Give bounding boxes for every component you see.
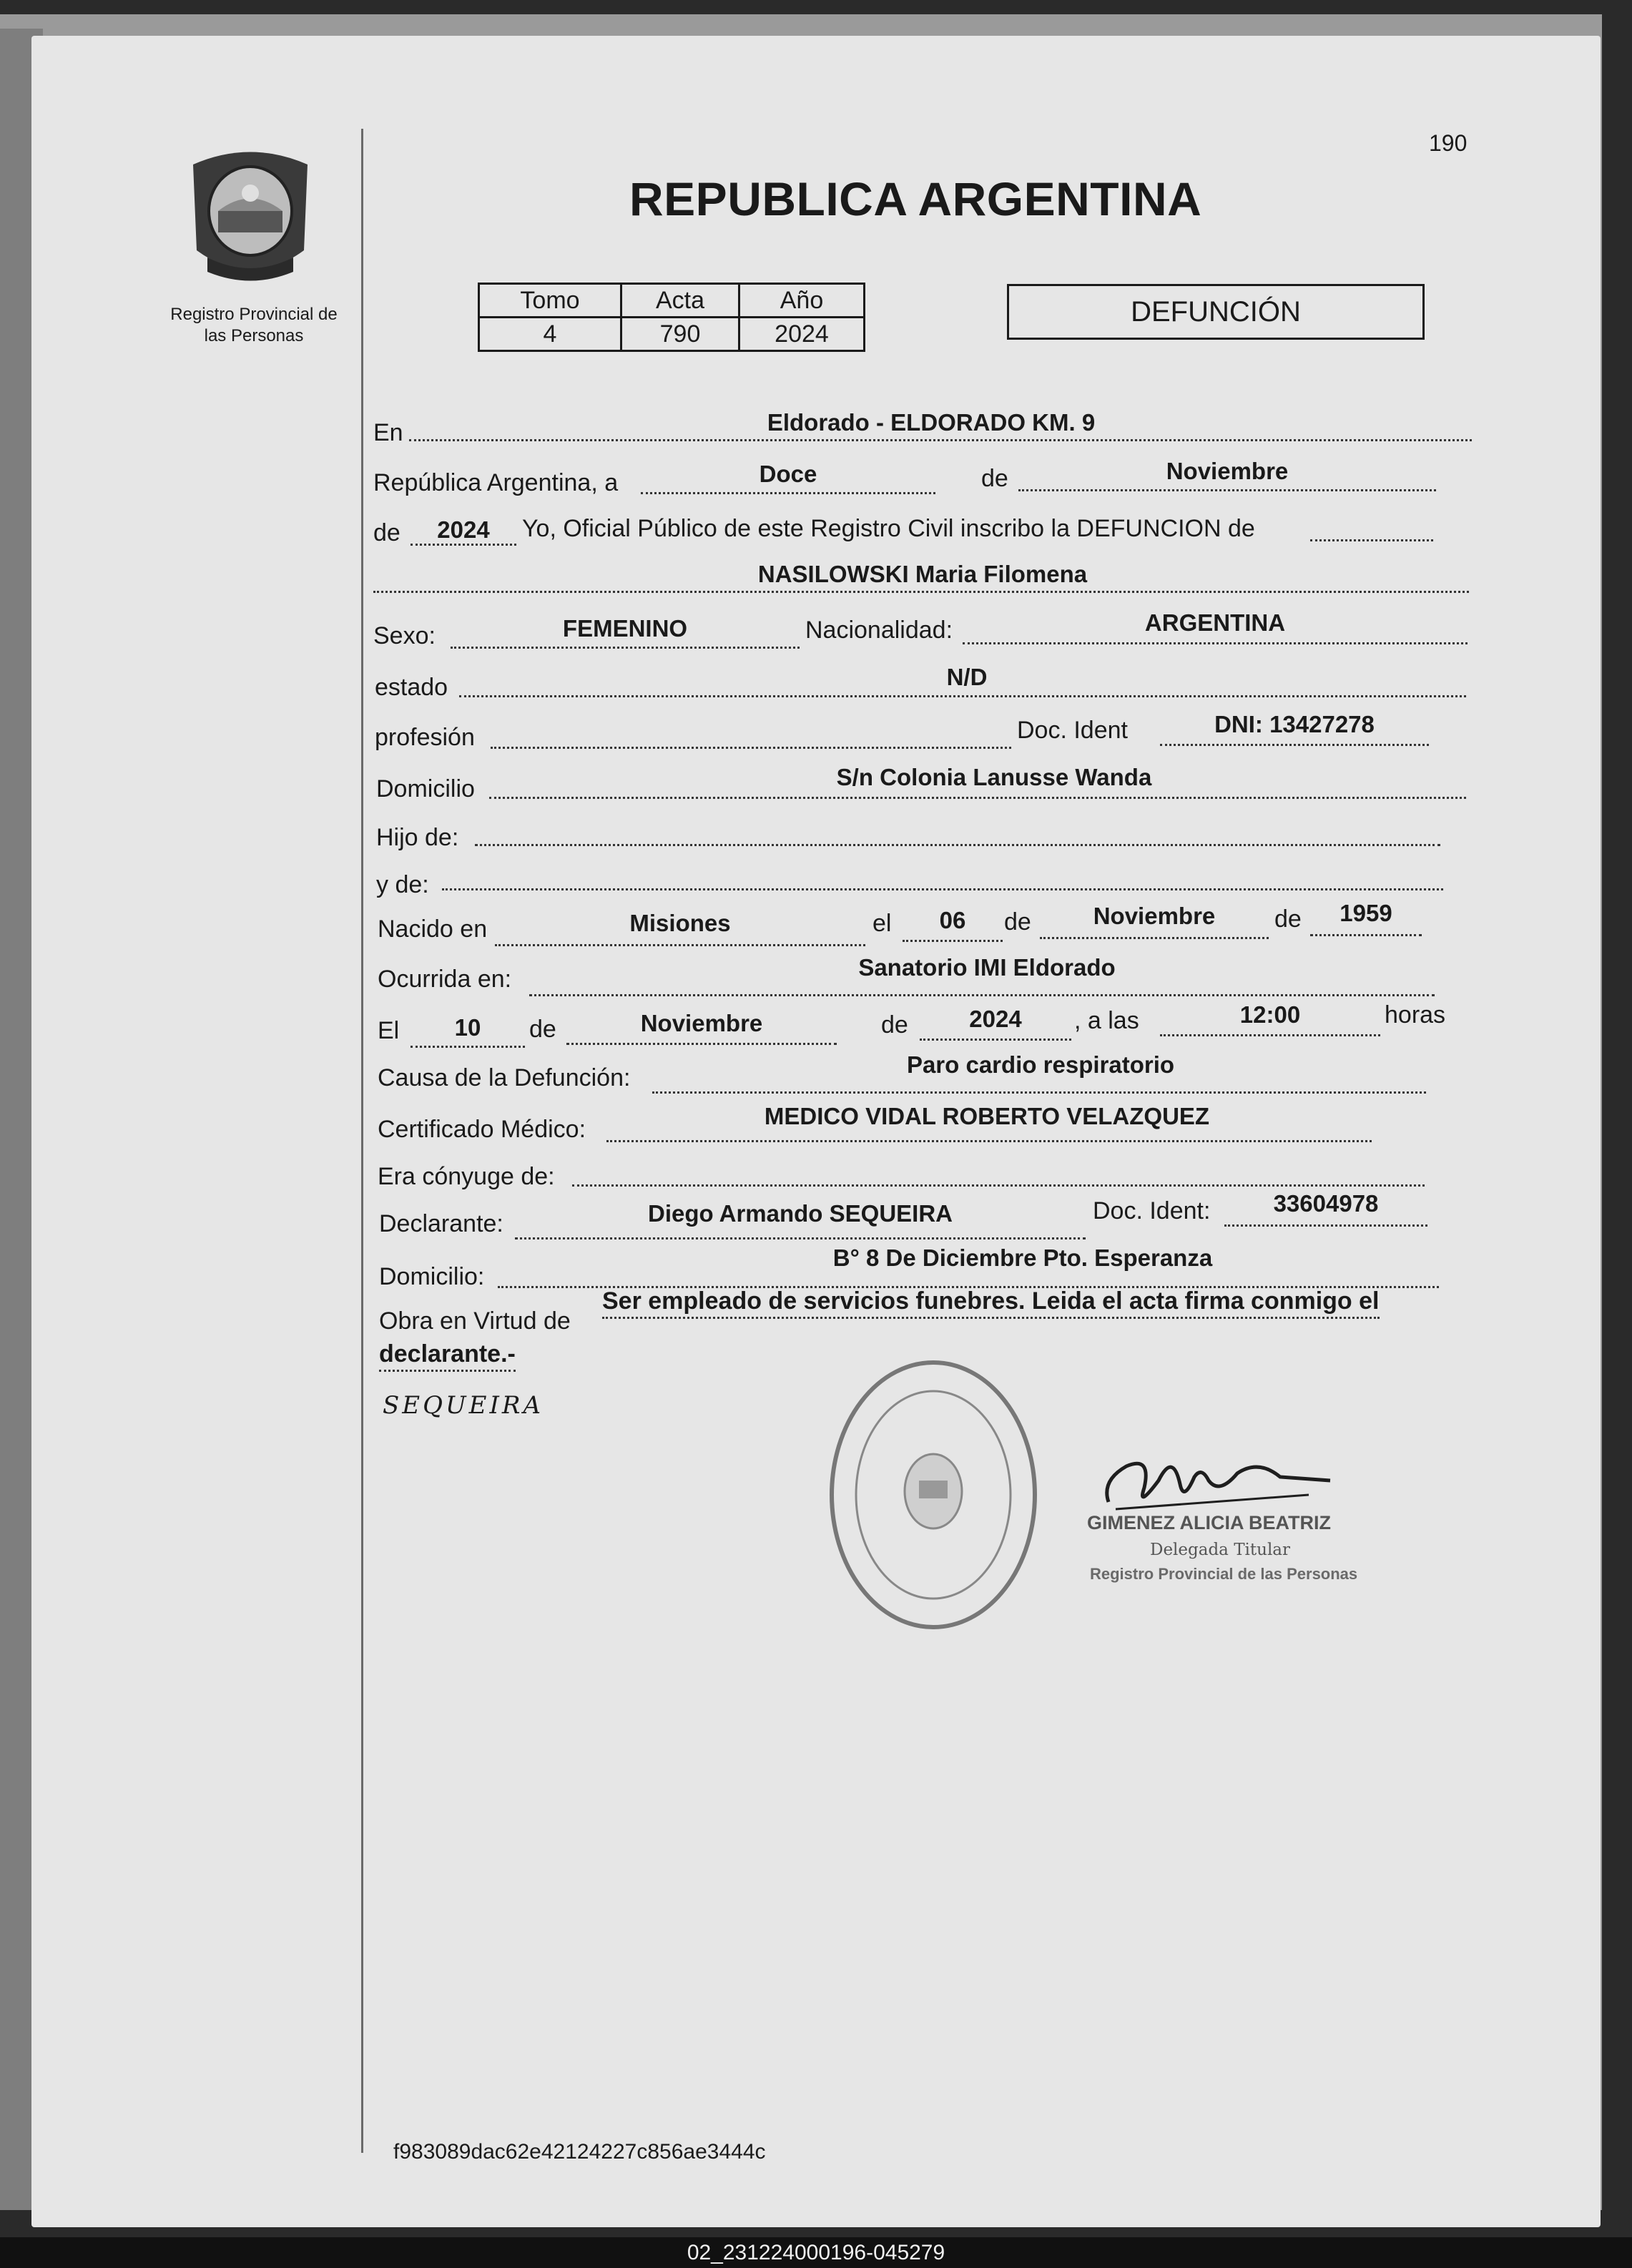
label-en: En (373, 419, 403, 446)
reference-header-row (479, 284, 865, 318)
acta-value: 790 (621, 318, 739, 351)
acta-header: Acta (621, 284, 739, 318)
dotted-line (529, 994, 1435, 996)
document-page (31, 36, 1601, 2227)
province-logo-icon (179, 143, 322, 286)
dotted-line (1160, 744, 1429, 746)
birth-day-value: 06 (939, 907, 966, 933)
dotted-line (475, 844, 1440, 846)
label-de: de (373, 519, 400, 546)
dotted-line (1160, 1034, 1380, 1036)
label-yo-oficial: Yo, Oficial Público de este Registro Civil inscribo la DEFUNCION de (522, 515, 1255, 542)
death-day-value: 10 (454, 1014, 481, 1041)
label-nacionalidad: Nacionalidad: (805, 617, 953, 644)
nationality-value: ARGENTINA (1144, 609, 1286, 636)
label-estado: estado (375, 674, 448, 701)
day-value: Doce (759, 461, 817, 487)
reference-table (478, 283, 865, 352)
declarant-signature: SEQUEIRA (383, 1391, 544, 1420)
year-value: 2024 (437, 516, 490, 543)
label-obra: Obra en Virtud de (379, 1307, 571, 1335)
label-el: el (872, 910, 892, 937)
dotted-line (1040, 937, 1269, 939)
dotted-line (1310, 934, 1422, 936)
dotted-line (1310, 539, 1433, 541)
birth-place-value: Misiones (629, 910, 731, 936)
reason-line2: declarante.- (379, 1340, 516, 1372)
label-de: de (981, 465, 1008, 492)
cause-value: Paro cardio respiratorio (906, 1051, 1175, 1078)
label-ocurrida-en: Ocurrida en: (378, 966, 512, 993)
dotted-line (442, 888, 1443, 890)
dotted-line (963, 642, 1468, 644)
dotted-line (572, 1184, 1425, 1187)
dotted-line (411, 544, 516, 546)
registry-seal-icon (822, 1352, 1044, 1638)
page-number: 190 (1429, 130, 1468, 156)
officer-title: Delegada Titular (1150, 1541, 1291, 1559)
birth-month-value: Noviembre (1093, 903, 1216, 929)
document-hash: f983089dac62e42124227c856ae3444c (393, 2140, 766, 2164)
label-causa: Causa de la Defunción: (378, 1064, 631, 1091)
label-de: de (529, 1016, 556, 1043)
label-horas: horas (1385, 1001, 1446, 1029)
label-de: de (1274, 905, 1302, 933)
label-y-de: y de: (376, 871, 429, 898)
dotted-line (451, 647, 800, 649)
dotted-line (920, 1039, 1071, 1041)
page-title: REPUBLICA ARGENTINA (629, 172, 1202, 225)
label-declarante: Declarante: (379, 1210, 503, 1237)
dotted-line (903, 940, 1003, 942)
dotted-line (606, 1140, 1372, 1142)
label-certificado: Certificado Médico: (378, 1116, 586, 1143)
reason-line1: Ser empleado de servicios funebres. Leida el acta firma conmigo el (602, 1287, 1380, 1319)
tomo-value: 4 (479, 318, 621, 351)
dotted-line (1224, 1224, 1427, 1227)
civil-status-value: N/D (946, 664, 988, 690)
declarant-document-value: 33604978 (1273, 1190, 1379, 1217)
registry-name-line2: las Personas (204, 326, 304, 345)
birth-year-value: 1959 (1339, 900, 1392, 926)
label-profesion: profesión (375, 724, 475, 751)
dotted-line (411, 1046, 525, 1048)
registry-name-line1: Registro Provincial de (170, 305, 338, 324)
dotted-line (489, 797, 1466, 799)
address-value: S/n Colonia Lanusse Wanda (836, 764, 1152, 790)
month-value: Noviembre (1166, 458, 1289, 484)
death-time-value: 12:00 (1239, 1001, 1301, 1028)
label-hijo-de: Hijo de: (376, 824, 459, 851)
label-el-cap: El (378, 1017, 400, 1044)
label-de: de (881, 1011, 908, 1039)
death-place-value: Sanatorio IMI Eldorado (858, 954, 1116, 981)
dotted-line (566, 1043, 837, 1045)
ano-value: 2024 (739, 318, 865, 351)
label-a-las: , a las (1074, 1007, 1139, 1034)
officer-registry: Registro Provincial de las Personas (1090, 1565, 1358, 1583)
deceased-name: NASILOWSKI Maria Filomena (757, 561, 1088, 587)
label-doc-ident: Doc. Ident (1017, 717, 1128, 744)
label-republica: República Argentina, a (373, 469, 619, 496)
document-value: DNI: 13427278 (1214, 711, 1375, 737)
dotted-line (459, 695, 1466, 697)
dotted-line (495, 944, 865, 946)
label-domicilio: Domicilio (376, 775, 475, 802)
place-value: Eldorado - ELDORADO KM. 9 (767, 409, 1096, 436)
record-type-box: DEFUNCIÓN (1007, 284, 1425, 340)
declarant-address-value: B° 8 De Diciembre Pto. Esperanza (832, 1245, 1213, 1271)
dotted-line (515, 1237, 1086, 1239)
registry-name (143, 304, 365, 347)
dotted-line (1018, 489, 1436, 491)
dotted-line (373, 591, 1469, 593)
death-month-value: Noviembre (640, 1010, 763, 1036)
label-conyuge: Era cónyuge de: (378, 1163, 555, 1190)
dotted-line (409, 439, 1472, 441)
death-year-value: 2024 (969, 1006, 1022, 1032)
label-nacido-en: Nacido en (378, 915, 488, 943)
label-sexo: Sexo: (373, 622, 436, 649)
officer-name: GIMENEZ ALICIA BEATRIZ (1087, 1512, 1331, 1533)
medical-certificate-value: MEDICO VIDAL ROBERTO VELAZQUEZ (764, 1103, 1210, 1129)
reference-value-row (479, 318, 865, 351)
sex-value: FEMENINO (562, 615, 688, 642)
label-domicilio: Domicilio: (379, 1263, 485, 1290)
margin-line (361, 129, 363, 2153)
dotted-line (641, 492, 935, 494)
label-de: de (1004, 908, 1031, 936)
declarant-name-value: Diego Armando SEQUEIRA (648, 1200, 953, 1227)
dotted-line (491, 747, 1011, 749)
ano-header: Año (739, 284, 865, 318)
dotted-line (652, 1091, 1426, 1094)
file-label: 02_231224000196-045279 (0, 2237, 1632, 2268)
tomo-header: Tomo (479, 284, 621, 318)
officer-signature-icon (1094, 1438, 1352, 1523)
label-doc-ident: Doc. Ident: (1093, 1197, 1211, 1224)
